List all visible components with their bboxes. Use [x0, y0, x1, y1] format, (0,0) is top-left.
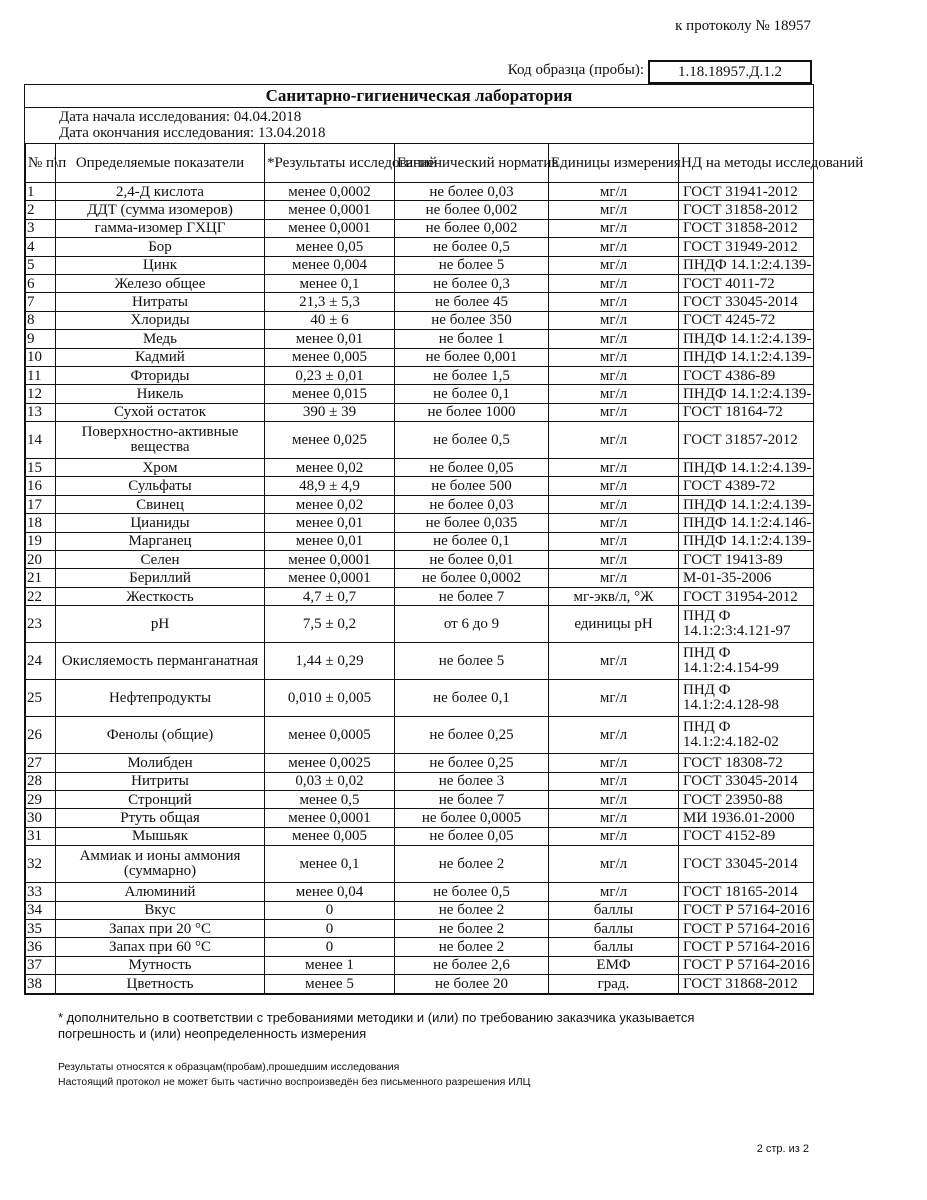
cell-unit: мг/л: [549, 754, 679, 772]
cell-result: 4,7 ± 0,7: [265, 587, 395, 605]
cell-norm: не более 2: [395, 919, 549, 937]
cell-number: 31: [26, 827, 56, 845]
cell-method: ПНДФ 14.1:2:4.139-: [679, 330, 814, 348]
table-row: [26, 717, 814, 754]
cell-number: 20: [26, 551, 56, 569]
table-row: [26, 311, 814, 329]
cell-unit: мг/л: [549, 330, 679, 348]
cell-norm: не более 45: [395, 293, 549, 311]
cell-parameter: Фториды: [56, 366, 265, 384]
cell-number: 18: [26, 514, 56, 532]
footnote: * дополнительно в соответствии с требованиями методики и (или) по требованию заказчика указывается погрешность и (или) неопределенность измерения: [58, 1010, 695, 1041]
table-row: [26, 790, 814, 808]
cell-number: 10: [26, 348, 56, 366]
cell-unit: баллы: [549, 919, 679, 937]
cell-norm: не более 0,5: [395, 238, 549, 256]
cell-unit: мг/л: [549, 219, 679, 237]
cell-parameter: Нитраты: [56, 293, 265, 311]
cell-result: менее 0,01: [265, 514, 395, 532]
cell-parameter: Нитриты: [56, 772, 265, 790]
cell-norm: не более 0,05: [395, 827, 549, 845]
cell-result: 0,23 ± 0,01: [265, 366, 395, 384]
cell-result: 1,44 ± 0,29: [265, 643, 395, 680]
cell-norm: не более 0,5: [395, 883, 549, 901]
cell-parameter: Селен: [56, 551, 265, 569]
cell-unit: баллы: [549, 901, 679, 919]
cell-norm: не более 0,1: [395, 680, 549, 717]
cell-method: ГОСТ 19413-89: [679, 551, 814, 569]
cell-parameter: Запах при 60 °С: [56, 938, 265, 956]
cell-method: ГОСТ 33045-2014: [679, 772, 814, 790]
end-date: Дата окончания исследования: 13.04.2018: [59, 125, 326, 141]
cell-number: 1: [26, 183, 56, 201]
cell-number: 6: [26, 274, 56, 292]
cell-number: 12: [26, 385, 56, 403]
cell-number: 27: [26, 754, 56, 772]
table-row: [26, 846, 814, 883]
cell-result: менее 0,0002: [265, 183, 395, 201]
cell-unit: мг/л: [549, 459, 679, 477]
cell-number: 23: [26, 606, 56, 643]
table-row: [26, 956, 814, 974]
cell-result: менее 0,0001: [265, 201, 395, 219]
cell-number: 28: [26, 772, 56, 790]
table-row: [26, 551, 814, 569]
table-row: [26, 772, 814, 790]
cell-unit: мг/л: [549, 717, 679, 754]
cell-unit: мг/л: [549, 827, 679, 845]
cell-parameter: Бериллий: [56, 569, 265, 587]
cell-norm: не более 0,25: [395, 717, 549, 754]
table-row: [26, 532, 814, 550]
cell-method: ГОСТ Р 57164-2016: [679, 956, 814, 974]
cell-result: менее 0,0001: [265, 219, 395, 237]
cell-parameter: Цианиды: [56, 514, 265, 532]
cell-norm: не более 2,6: [395, 956, 549, 974]
sample-code-value: 1.18.18957.Д.1.2: [648, 60, 812, 84]
table-row: [26, 274, 814, 292]
cell-unit: мг/л: [549, 569, 679, 587]
cell-unit: мг-экв/л, °Ж: [549, 587, 679, 605]
cell-method: М-01-35-2006: [679, 569, 814, 587]
cell-number: 33: [26, 883, 56, 901]
results-table: [25, 143, 864, 994]
cell-method: ГОСТ 31941-2012: [679, 183, 814, 201]
cell-norm: не более 7: [395, 587, 549, 605]
cell-method: ПНДФ 14.1:2:4.139-: [679, 348, 814, 366]
cell-method: ГОСТ 18164-72: [679, 403, 814, 421]
cell-method: ГОСТ 31858-2012: [679, 219, 814, 237]
cell-norm: не более 20: [395, 975, 549, 993]
cell-result: менее 0,015: [265, 385, 395, 403]
cell-parameter: Сульфаты: [56, 477, 265, 495]
cell-parameter: Цветность: [56, 975, 265, 993]
table-row: [26, 587, 814, 605]
cell-unit: мг/л: [549, 846, 679, 883]
table-row: [26, 366, 814, 384]
cell-parameter: pH: [56, 606, 265, 643]
cell-result: 0: [265, 901, 395, 919]
table-row: [26, 219, 814, 237]
cell-result: 0: [265, 919, 395, 937]
cell-number: 37: [26, 956, 56, 974]
cell-result: менее 0,02: [265, 459, 395, 477]
cell-result: менее 0,0025: [265, 754, 395, 772]
cell-number: 3: [26, 219, 56, 237]
cell-parameter: Поверхностно-активные вещества: [56, 422, 265, 459]
cell-method: ГОСТ Р 57164-2016: [679, 919, 814, 937]
cell-norm: не более 0,035: [395, 514, 549, 532]
cell-parameter: Свинец: [56, 495, 265, 513]
cell-method: ГОСТ 31857-2012: [679, 422, 814, 459]
cell-method: ГОСТ 4245-72: [679, 311, 814, 329]
table-row: [26, 238, 814, 256]
cell-unit: мг/л: [549, 348, 679, 366]
table-row: [26, 606, 814, 643]
table-row: [26, 827, 814, 845]
cell-parameter: Нефтепродукты: [56, 680, 265, 717]
cell-result: менее 0,04: [265, 883, 395, 901]
cell-result: 7,5 ± 0,2: [265, 606, 395, 643]
table-row: [26, 256, 814, 274]
cell-parameter: Никель: [56, 385, 265, 403]
cell-result: менее 0,025: [265, 422, 395, 459]
cell-number: 7: [26, 293, 56, 311]
cell-parameter: Ртуть общая: [56, 809, 265, 827]
cell-method: ПНД Ф 14.1:2:4.154-99: [679, 643, 814, 680]
cell-number: 25: [26, 680, 56, 717]
column-header-parameter: Определяемые показатели: [56, 144, 265, 183]
cell-parameter: Стронций: [56, 790, 265, 808]
sample-code-row: [24, 60, 812, 82]
table-row: [26, 330, 814, 348]
cell-result: менее 0,02: [265, 495, 395, 513]
cell-result: 21,3 ± 5,3: [265, 293, 395, 311]
cell-parameter: Вкус: [56, 901, 265, 919]
cell-unit: мг/л: [549, 809, 679, 827]
cell-number: 32: [26, 846, 56, 883]
cell-result: менее 0,5: [265, 790, 395, 808]
cell-norm: не более 5: [395, 256, 549, 274]
cell-unit: мг/л: [549, 366, 679, 384]
cell-method: ПНД Ф 14.1:2:3:4.121-97: [679, 606, 814, 643]
column-header-result: *Результаты исследований: [265, 144, 395, 183]
table-row: [26, 883, 814, 901]
table-row: [26, 901, 814, 919]
cell-number: 24: [26, 643, 56, 680]
table-row: [26, 680, 814, 717]
cell-norm: не более 1,5: [395, 366, 549, 384]
cell-norm: не более 3: [395, 772, 549, 790]
cell-norm: не более 2: [395, 846, 549, 883]
cell-method: МИ 1936.01-2000: [679, 809, 814, 827]
cell-parameter: Кадмий: [56, 348, 265, 366]
cell-result: 390 ± 39: [265, 403, 395, 421]
cell-result: 0,03 ± 0,02: [265, 772, 395, 790]
cell-parameter: Бор: [56, 238, 265, 256]
cell-unit: мг/л: [549, 532, 679, 550]
cell-number: 36: [26, 938, 56, 956]
cell-method: ГОСТ 18165-2014: [679, 883, 814, 901]
cell-result: менее 0,05: [265, 238, 395, 256]
column-header-unit: Единицы измерения: [549, 144, 679, 183]
cell-parameter: Сухой остаток: [56, 403, 265, 421]
cell-unit: единицы pH: [549, 606, 679, 643]
cell-number: 34: [26, 901, 56, 919]
cell-norm: не более 0,05: [395, 459, 549, 477]
note-reproduction: Настоящий протокол не может быть частично воспроизведён без письменного разрешения ИЛЦ: [58, 1076, 531, 1088]
cell-number: 35: [26, 919, 56, 937]
cell-method: ГОСТ Р 57164-2016: [679, 938, 814, 956]
cell-norm: не более 0,0005: [395, 809, 549, 827]
cell-unit: мг/л: [549, 238, 679, 256]
cell-method: ГОСТ 31949-2012: [679, 238, 814, 256]
table-row: [26, 183, 814, 201]
sample-code-label: Код образца (пробы):: [507, 62, 644, 78]
table-row: [26, 495, 814, 513]
cell-parameter: Алюминий: [56, 883, 265, 901]
cell-parameter: Марганец: [56, 532, 265, 550]
cell-number: 2: [26, 201, 56, 219]
cell-unit: баллы: [549, 938, 679, 956]
table-row: [26, 569, 814, 587]
cell-parameter: Медь: [56, 330, 265, 348]
cell-parameter: Хлориды: [56, 311, 265, 329]
note-results: Результаты относятся к образцам(пробам),прошедшим исследования: [58, 1061, 400, 1073]
cell-result: 40 ± 6: [265, 311, 395, 329]
start-date: Дата начала исследования: 04.04.2018: [59, 109, 302, 125]
cell-result: менее 0,1: [265, 846, 395, 883]
table-row: [26, 348, 814, 366]
cell-method: ГОСТ 23950-88: [679, 790, 814, 808]
cell-unit: мг/л: [549, 293, 679, 311]
cell-unit: мг/л: [549, 643, 679, 680]
cell-number: 5: [26, 256, 56, 274]
cell-norm: не более 2: [395, 901, 549, 919]
cell-norm: не более 500: [395, 477, 549, 495]
cell-method: ПНД Ф 14.1:2:4.128-98: [679, 680, 814, 717]
cell-method: ГОСТ 4152-89: [679, 827, 814, 845]
cell-parameter: ДДТ (сумма изомеров): [56, 201, 265, 219]
cell-number: 26: [26, 717, 56, 754]
cell-method: ПНДФ 14.1:2:4.139-: [679, 256, 814, 274]
cell-method: ПНДФ 14.1:2:4.146-: [679, 514, 814, 532]
cell-method: ПНД Ф 14.1:2:4.182-02: [679, 717, 814, 754]
cell-norm: не более 0,0002: [395, 569, 549, 587]
cell-number: 15: [26, 459, 56, 477]
cell-method: ПНДФ 14.1:2:4.139-: [679, 459, 814, 477]
cell-norm: не более 0,1: [395, 385, 549, 403]
cell-parameter: гамма-изомер ГХЦГ: [56, 219, 265, 237]
cell-method: ГОСТ 4386-89: [679, 366, 814, 384]
cell-number: 29: [26, 790, 56, 808]
cell-number: 8: [26, 311, 56, 329]
cell-unit: мг/л: [549, 274, 679, 292]
table-row: [26, 403, 814, 421]
cell-result: менее 0,0005: [265, 717, 395, 754]
cell-parameter: Мутность: [56, 956, 265, 974]
table-row: [26, 385, 814, 403]
results-block: [24, 84, 864, 995]
cell-method: ПНДФ 14.1:2:4.139-: [679, 532, 814, 550]
cell-unit: мг/л: [549, 311, 679, 329]
cell-number: 16: [26, 477, 56, 495]
table-header-row: [26, 144, 814, 183]
table-row: [26, 938, 814, 956]
cell-norm: не более 0,1: [395, 532, 549, 550]
cell-result: менее 0,005: [265, 827, 395, 845]
cell-norm: от 6 до 9: [395, 606, 549, 643]
cell-result: менее 0,01: [265, 532, 395, 550]
cell-method: ГОСТ 31868-2012: [679, 975, 814, 993]
cell-norm: не более 0,001: [395, 348, 549, 366]
cell-parameter: Запах при 20 °С: [56, 919, 265, 937]
cell-parameter: Мышьяк: [56, 827, 265, 845]
cell-norm: не более 0,25: [395, 754, 549, 772]
cell-method: ГОСТ 4389-72: [679, 477, 814, 495]
cell-unit: мг/л: [549, 551, 679, 569]
table-row: [26, 809, 814, 827]
cell-unit: мг/л: [549, 495, 679, 513]
cell-number: 9: [26, 330, 56, 348]
page-number: 2 стр. из 2: [756, 1143, 809, 1155]
table-row: [26, 754, 814, 772]
cell-method: ГОСТ 4011-72: [679, 274, 814, 292]
cell-unit: мг/л: [549, 385, 679, 403]
cell-unit: мг/л: [549, 883, 679, 901]
cell-norm: не более 0,03: [395, 183, 549, 201]
cell-unit: мг/л: [549, 183, 679, 201]
cell-result: менее 0,005: [265, 348, 395, 366]
cell-norm: не более 7: [395, 790, 549, 808]
cell-unit: мг/л: [549, 790, 679, 808]
cell-parameter: 2,4-Д кислота: [56, 183, 265, 201]
table-row: [26, 643, 814, 680]
table-body: [26, 183, 814, 994]
cell-method: ПНДФ 14.1:2:4.139-: [679, 385, 814, 403]
cell-norm: не более 2: [395, 938, 549, 956]
cell-unit: мг/л: [549, 201, 679, 219]
column-header-number: № п\п: [26, 144, 56, 183]
cell-unit: мг/л: [549, 477, 679, 495]
cell-unit: мг/л: [549, 772, 679, 790]
cell-norm: не более 0,01: [395, 551, 549, 569]
table-row: [26, 459, 814, 477]
cell-norm: не более 0,002: [395, 201, 549, 219]
cell-unit: ЕМФ: [549, 956, 679, 974]
cell-number: 38: [26, 975, 56, 993]
cell-method: ГОСТ 31858-2012: [679, 201, 814, 219]
cell-unit: мг/л: [549, 403, 679, 421]
cell-method: ПНДФ 14.1:2:4.139-: [679, 495, 814, 513]
cell-number: 13: [26, 403, 56, 421]
cell-unit: мг/л: [549, 514, 679, 532]
column-header-norm: Гигиенический норматив: [395, 144, 549, 183]
table-row: [26, 975, 814, 993]
cell-result: 48,9 ± 4,9: [265, 477, 395, 495]
cell-parameter: Молибден: [56, 754, 265, 772]
cell-parameter: Аммиак и ионы аммония (суммарно): [56, 846, 265, 883]
cell-result: менее 0,004: [265, 256, 395, 274]
cell-norm: не более 1: [395, 330, 549, 348]
table-row: [26, 514, 814, 532]
cell-unit: мг/л: [549, 256, 679, 274]
cell-parameter: Цинк: [56, 256, 265, 274]
cell-result: менее 0,0001: [265, 809, 395, 827]
cell-unit: мг/л: [549, 680, 679, 717]
cell-norm: не более 0,3: [395, 274, 549, 292]
cell-result: 0,010 ± 0,005: [265, 680, 395, 717]
cell-parameter: Жесткость: [56, 587, 265, 605]
cell-norm: не более 5: [395, 643, 549, 680]
cell-method: ГОСТ 33045-2014: [679, 846, 814, 883]
cell-parameter: Окисляемость перманганатная: [56, 643, 265, 680]
cell-norm: не более 0,002: [395, 219, 549, 237]
cell-unit: мг/л: [549, 422, 679, 459]
cell-number: 17: [26, 495, 56, 513]
cell-method: ГОСТ 18308-72: [679, 754, 814, 772]
cell-result: менее 0,01: [265, 330, 395, 348]
cell-norm: не более 1000: [395, 403, 549, 421]
cell-number: 22: [26, 587, 56, 605]
cell-number: 11: [26, 366, 56, 384]
cell-number: 21: [26, 569, 56, 587]
cell-result: менее 5: [265, 975, 395, 993]
cell-method: ГОСТ Р 57164-2016: [679, 901, 814, 919]
cell-norm: не более 350: [395, 311, 549, 329]
column-header-method: НД на методы исследований: [679, 144, 814, 183]
cell-result: 0: [265, 938, 395, 956]
cell-number: 30: [26, 809, 56, 827]
cell-result: менее 0,0001: [265, 551, 395, 569]
cell-parameter: Железо общее: [56, 274, 265, 292]
table-row: [26, 919, 814, 937]
cell-number: 19: [26, 532, 56, 550]
cell-method: ГОСТ 31954-2012: [679, 587, 814, 605]
cell-norm: не более 0,03: [395, 495, 549, 513]
cell-parameter: Хром: [56, 459, 265, 477]
cell-parameter: Фенолы (общие): [56, 717, 265, 754]
protocol-reference: к протоколу № 18957: [675, 18, 811, 34]
cell-number: 4: [26, 238, 56, 256]
notes-block: [58, 1060, 530, 1090]
cell-number: 14: [26, 422, 56, 459]
lab-title: Санитарно-гигиеническая лаборатория: [25, 85, 813, 108]
cell-method: ГОСТ 33045-2014: [679, 293, 814, 311]
cell-result: менее 0,1: [265, 274, 395, 292]
table-row: [26, 201, 814, 219]
table-row: [26, 293, 814, 311]
cell-result: менее 1: [265, 956, 395, 974]
dates-block: [25, 108, 813, 143]
cell-unit: град.: [549, 975, 679, 993]
table-row: [26, 477, 814, 495]
table-row: [26, 422, 814, 459]
cell-norm: не более 0,5: [395, 422, 549, 459]
cell-result: менее 0,0001: [265, 569, 395, 587]
